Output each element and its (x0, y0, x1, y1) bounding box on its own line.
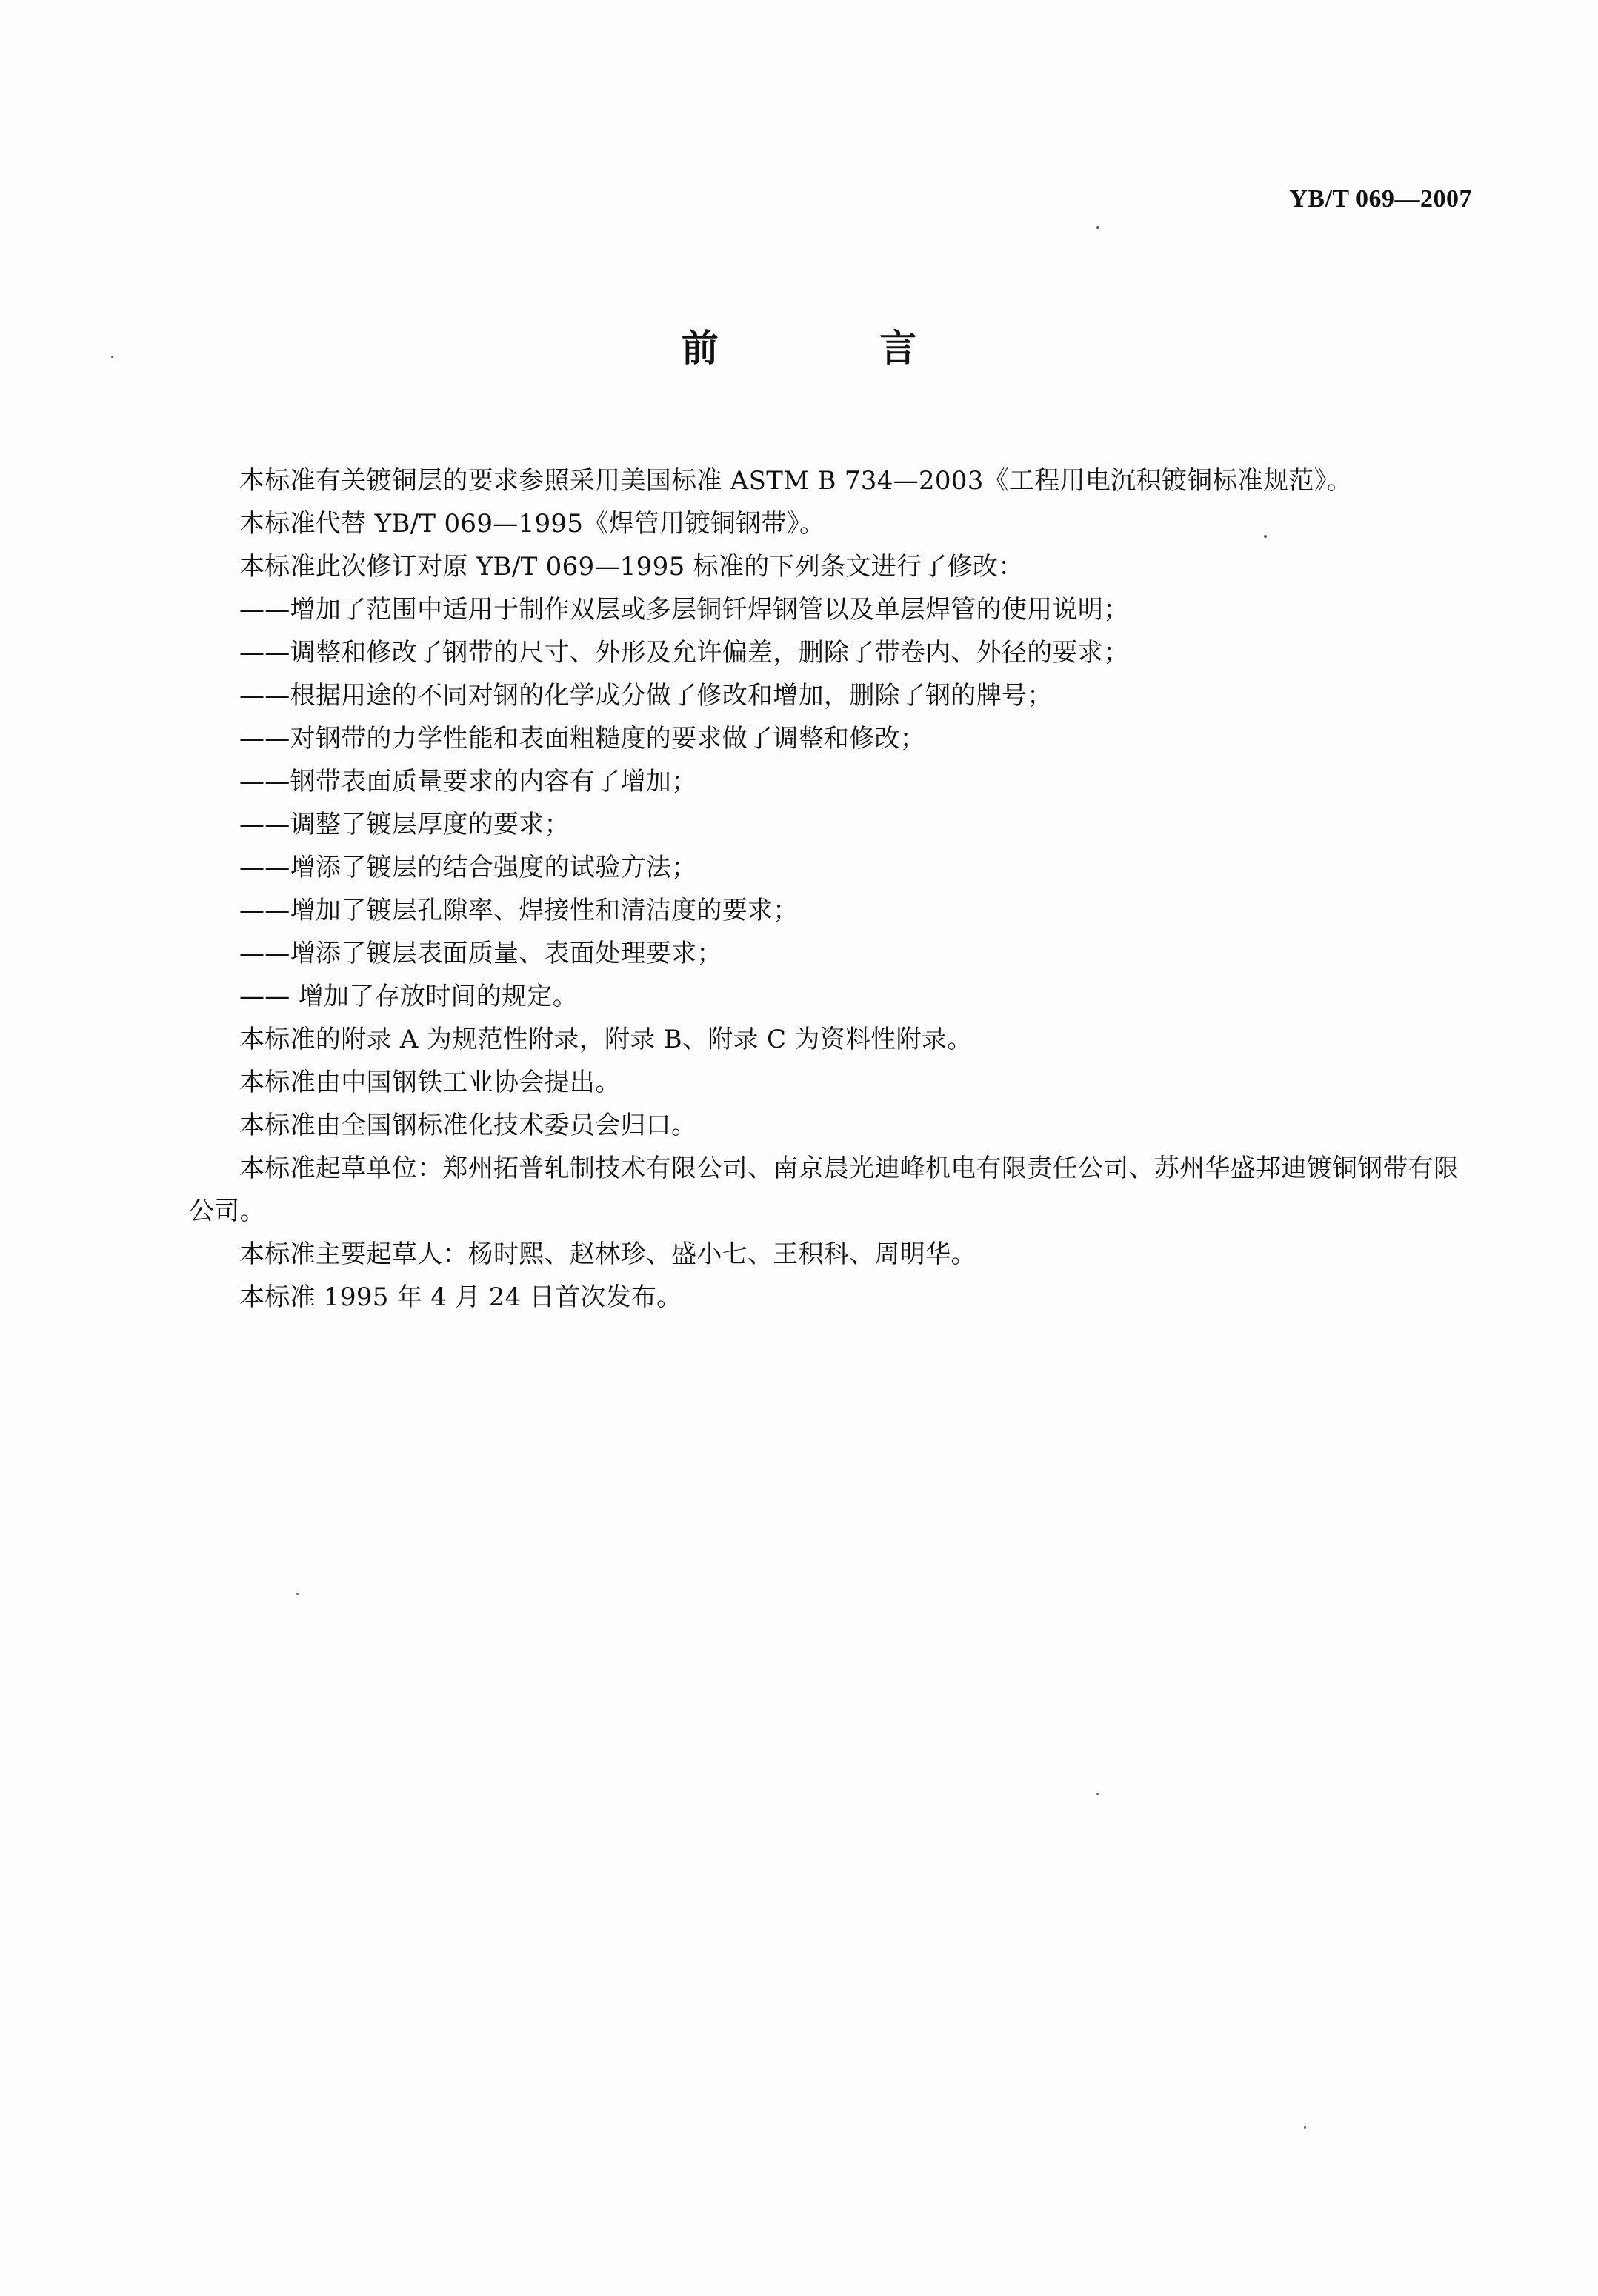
paragraph-replaces: 本标准代替 YB/T 069—1995《焊管用镀铜钢带》。 (239, 509, 825, 539)
scan-speck (1264, 535, 1267, 538)
revision-item: ——增加了范围中适用于制作双层或多层铜钎焊钢管以及单层焊管的使用说明； (239, 595, 1129, 625)
paragraph-revision-intro: 本标准此次修订对原 YB/T 069—1995 标准的下列条文进行了修改： (239, 552, 1024, 582)
revision-item: ——调整和修改了钢带的尺寸、外形及允许偏差，删除了带卷内、外径的要求； (239, 638, 1129, 668)
standard-code: YB/T 069—2007 (1289, 185, 1472, 213)
paragraph-drafting-units: 本标准起草单位：郑州拓普轧制技术有限公司、南京晨光迪峰机电有限责任公司、苏州华盛邦迪镀铜钢带有限公司。 (189, 1154, 1459, 1226)
page-title: 前 言 (681, 327, 991, 370)
paragraph-administered-by: 本标准由全国钢标准化技术委员会归口。 (239, 1111, 697, 1140)
scan-speck (1096, 226, 1099, 229)
revision-item: ——钢带表面质量要求的内容有了增加； (239, 767, 697, 796)
scan-speck (1096, 1793, 1099, 1795)
revision-item: ——增添了镀层的结合强度的试验方法； (239, 853, 697, 882)
foreword-body (189, 459, 1467, 1319)
scan-speck (111, 356, 113, 358)
paragraph-drafters: 本标准主要起草人：杨时熙、赵林珍、盛小七、王积科、周明华。 (239, 1239, 976, 1269)
paragraph-appendices: 本标准的附录 A 为规范性附录，附录 B、附录 C 为资料性附录。 (239, 1025, 973, 1054)
scan-speck (296, 1593, 299, 1595)
revision-item: ——调整了镀层厚度的要求； (239, 810, 570, 839)
paragraph-reference-standard: 本标准有关镀铜层的要求参照采用美国标准 ASTM B 734—2003《工程用电沉积镀铜标准规范》。 (239, 466, 1353, 496)
revision-item: ——根据用途的不同对钢的化学成分做了修改和增加，删除了钢的牌号； (239, 681, 1053, 711)
revision-item: —— 增加了存放时间的规定。 (239, 982, 579, 1011)
scan-speck (1304, 2126, 1306, 2129)
paragraph-first-issued: 本标准 1995 年 4 月 24 日首次发布。 (239, 1282, 682, 1312)
revision-item: ——对钢带的力学性能和表面粗糙度的要求做了调整和修改； (239, 724, 926, 753)
paragraph-proposed-by: 本标准由中国钢铁工业协会提出。 (239, 1068, 621, 1097)
revision-item: ——增加了镀层孔隙率、焊接性和清洁度的要求； (239, 896, 799, 925)
revision-item: ——增添了镀层表面质量、表面处理要求； (239, 939, 722, 968)
